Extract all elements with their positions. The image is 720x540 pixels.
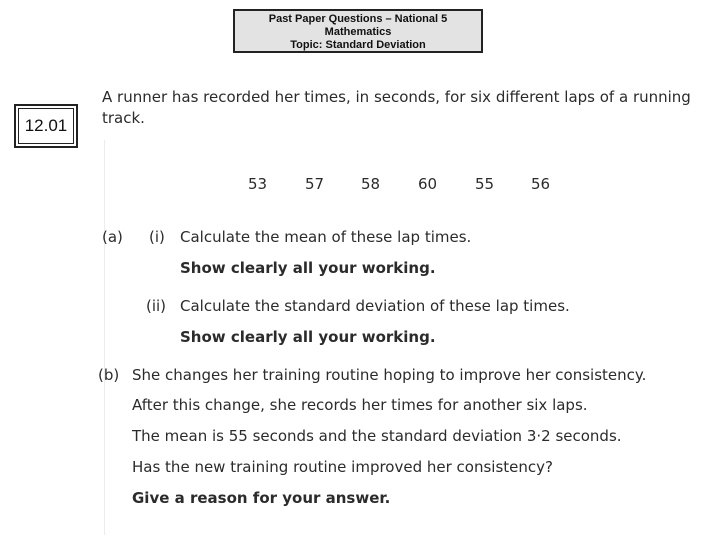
header-line-topic: Topic: Standard Deviation xyxy=(290,39,426,51)
question-number: 12.01 xyxy=(24,116,68,135)
part-b-line-4: Has the new training routine improved her consistency? xyxy=(132,458,553,476)
header-line-series: Past Paper Questions – National 5 xyxy=(268,13,448,25)
lap-time-1: 53 xyxy=(248,175,268,193)
part-b-line-3: The mean is 55 seconds and the standard deviation 3·2 seconds. xyxy=(132,427,622,445)
question-number-box xyxy=(14,104,78,148)
part-a-label: (a) xyxy=(102,228,123,246)
lap-time-4: 60 xyxy=(418,175,438,193)
part-b-line-1: She changes her training routine hoping to improve her consistency. xyxy=(132,366,647,384)
part-b-line-5: Give a reason for your answer. xyxy=(132,489,391,507)
part-b-line-2: After this change, she records her times for another six laps. xyxy=(132,396,588,414)
part-a-ii-text: Calculate the standard deviation of these lap times. xyxy=(180,297,570,315)
part-a-i-instruction: Show clearly all your working. xyxy=(180,259,436,277)
lap-time-2: 57 xyxy=(305,175,325,193)
lap-time-3: 58 xyxy=(361,175,381,193)
part-a-ii-instruction: Show clearly all your working. xyxy=(180,328,436,346)
lap-time-5: 55 xyxy=(475,175,495,193)
intro-line-1: A runner has recorded her times, in seconds, for six different laps of a running xyxy=(102,88,691,106)
margin-divider xyxy=(104,140,105,535)
topic-header xyxy=(233,9,483,53)
part-b-label: (b) xyxy=(98,366,120,384)
intro-line-2: track. xyxy=(102,109,145,127)
header-line-subject: Mathematics xyxy=(324,26,392,38)
lap-time-6: 56 xyxy=(531,175,551,193)
part-a-ii-label: (ii) xyxy=(146,297,167,315)
part-a-i-text: Calculate the mean of these lap times. xyxy=(180,228,472,246)
part-a-i-label: (i) xyxy=(149,228,165,246)
